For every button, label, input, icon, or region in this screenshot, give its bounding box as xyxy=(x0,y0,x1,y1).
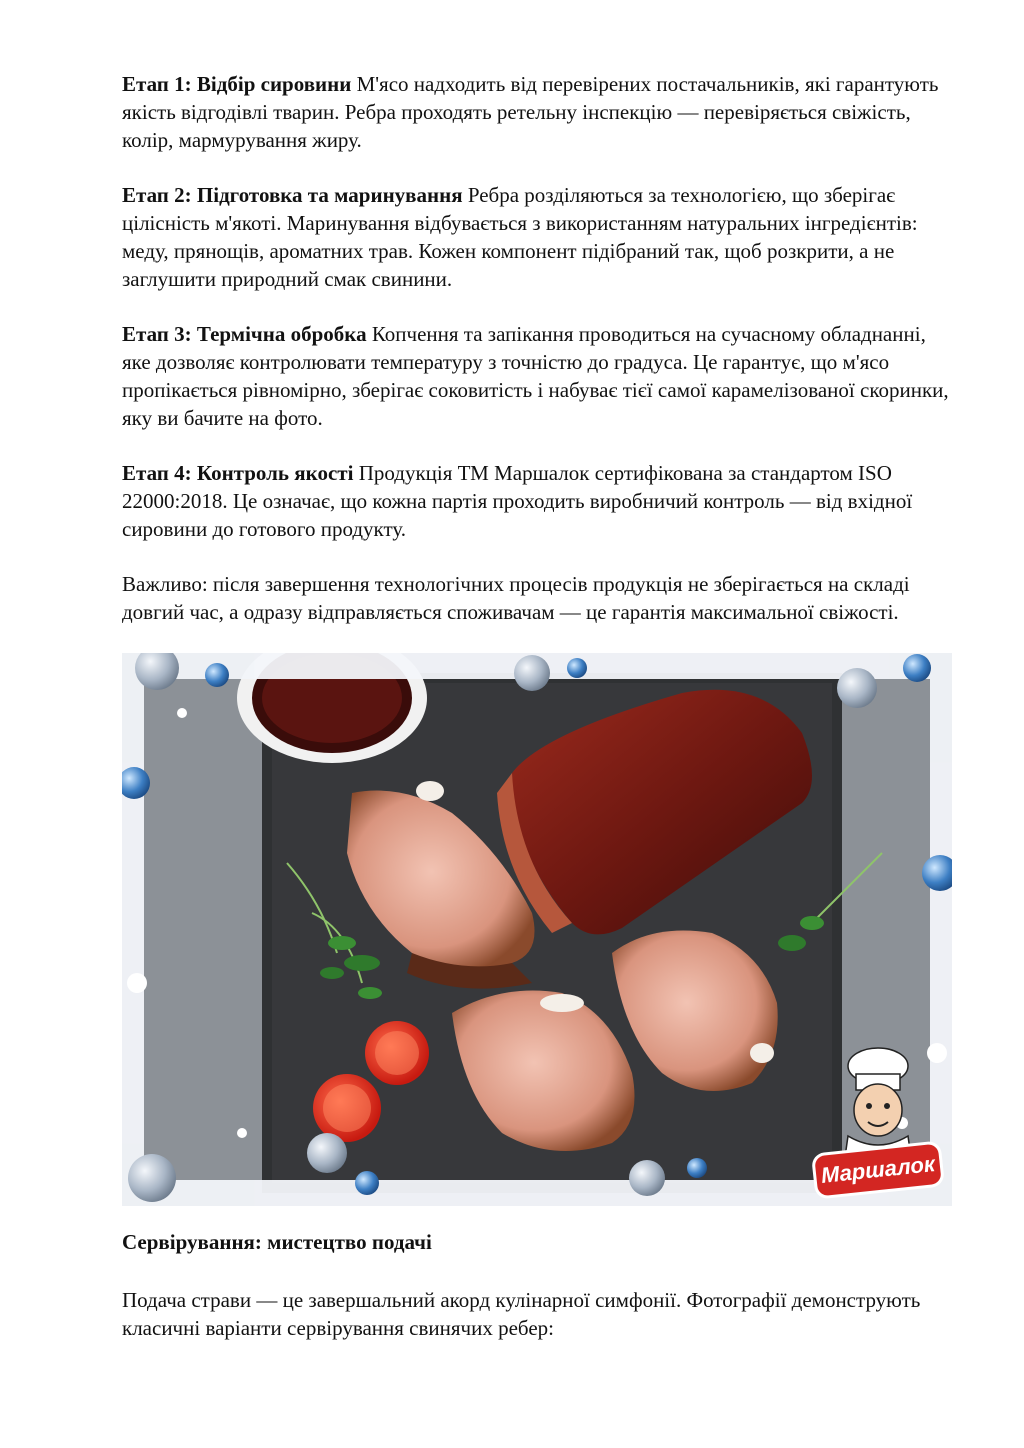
stage-2-paragraph xyxy=(122,181,952,293)
stage-3-paragraph xyxy=(122,320,952,432)
document-page xyxy=(122,70,952,1369)
stage-1-title: Етап 1: Відбір сировини xyxy=(122,72,352,96)
ribs-photo xyxy=(122,653,952,1206)
logo-text: Маршалок xyxy=(814,1144,942,1197)
stage-4-paragraph xyxy=(122,459,952,543)
stage-2-title: Етап 2: Підготовка та маринування xyxy=(122,183,463,207)
stage-4-title: Етап 4: Контроль якості xyxy=(122,461,354,485)
stage-2-text: Ребра розділяються за технологією, що зберігає цілісність м'якоті. Маринування відбувається з використанням натуральних інгредієнтів: меду, прянощів, ароматних трав. Кожен компонент підібраний так, щоб розкрити, а не заглушити природний смак свинини. xyxy=(122,183,918,291)
stage-1-paragraph xyxy=(122,70,952,154)
important-note: Важливо: після завершення технологічних процесів продукція не зберігається на складі довгий час, а одразу відправляється споживачам — це гарантія максимальної свіжості. xyxy=(122,572,910,624)
serving-paragraph: Подача страви — це завершальний акорд кулінарної симфонії. Фотографії демонструють класичні варіанти сервірування свинячих ребер: xyxy=(122,1288,921,1340)
marshalok-logo xyxy=(812,1044,944,1194)
stage-1-text: М'ясо надходить від перевірених постачальників, які гарантують якість відгодівлі тварин. Ребра проходять ретельну інспекцію — перевіряється свіжість, колір, мармурування жиру. xyxy=(122,72,939,152)
serving-heading: Сервірування: мистецтво подачі xyxy=(122,1230,432,1254)
stage-3-text: Копчення та запікання проводиться на сучасному обладнанні, яке дозволяє контролювати температуру з точністю до градуса. Це гарантує, що м'ясо пропікається рівномірно, зберігає соковитість і набуває тієї самої карамелізованої скоринки, яку ви бачите на фото. xyxy=(122,322,949,430)
stage-4-text: Продукція ТМ Маршалок сертифікована за стандартом ISO 22000:2018. Це означає, що кожна партія проходить виробничий контроль — від вхідної сировини до готового продукту. xyxy=(122,461,913,541)
stage-3-title: Етап 3: Термічна обробка xyxy=(122,322,367,346)
